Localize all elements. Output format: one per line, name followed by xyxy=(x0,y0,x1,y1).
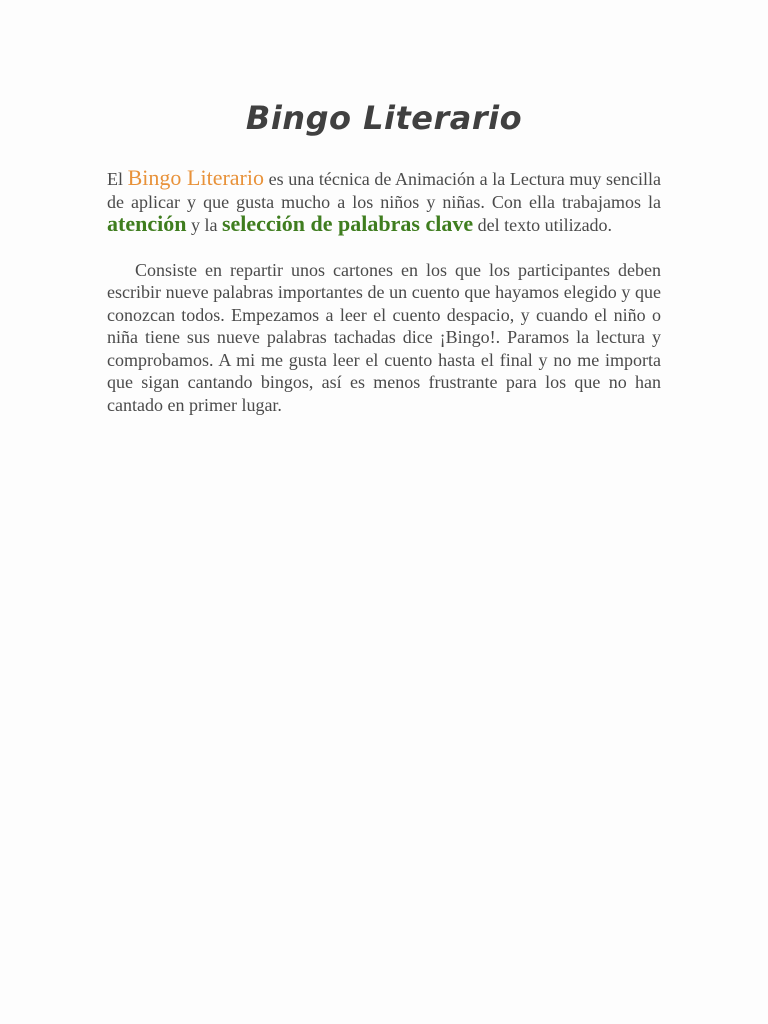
body-paragraph: Consiste en repartir unos cartones en los que los participantes deben escribir nueve palabras importantes de un cuento que hayamos elegido y que conozcan todos. Empezamos a leer el cuento despacio, y cuando el niño o niña tiene sus nueve palabras tachadas dice ¡Bingo!. Paramos la lectura y comprobamos. A mi me gusta leer el cuento hasta el final y no me importa que sigan cantando bingos, así es menos frustrante para los que no han cantado en primer lugar. xyxy=(107,259,661,415)
highlight-bingo-literario: Bingo Literario xyxy=(127,165,264,190)
highlight-seleccion-palabras-clave: selección de palabras clave xyxy=(221,211,474,236)
page-title: Bingo Literario xyxy=(245,99,523,137)
highlight-atencion: atención xyxy=(107,211,187,236)
intro-text-1: El xyxy=(107,169,128,189)
intro-paragraph xyxy=(107,167,661,237)
intro-text-2: es una técnica de Animación a la Lectura muy sencilla de aplicar y que gusta mucho a los niños y niñas. Con ella trabajamos la xyxy=(107,169,662,212)
intro-text-3: y la xyxy=(186,215,222,235)
intro-text-4: del texto utilizado. xyxy=(473,215,613,235)
